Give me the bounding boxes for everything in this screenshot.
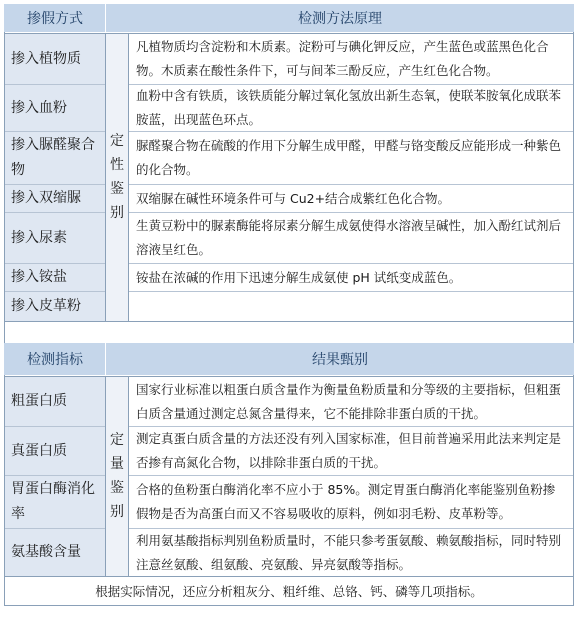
row-divider <box>129 291 573 292</box>
row-divider <box>5 212 105 213</box>
column-divider <box>128 33 129 321</box>
row-label-pepsin-digestibility: 胃蛋白酶消化率 <box>5 476 105 528</box>
qualitative-identification-label: 定 性 鉴 别 <box>106 33 128 321</box>
table2-header-result: 结果甄别 <box>106 343 574 375</box>
table2-footer-note: 根据实际情况，还应分析粗灰分、粗纤维、总铬、钙、磷等几项指标。 <box>5 577 573 605</box>
row-label-biuret: 掺入双缩脲 <box>5 185 105 212</box>
row-divider <box>5 426 105 427</box>
row-desc-plant: 凡植物质均含淀粉和木质素。淀粉可与碘化钾反应，产生蓝色或蓝黑色化合物。木质素在酸性条件下，可与间苯三酚反应，产生红色化合物。 <box>129 34 573 84</box>
row-label-urea: 掺入尿素 <box>5 213 105 263</box>
row-divider <box>129 528 573 529</box>
row-divider <box>129 84 573 85</box>
row-desc-true-protein: 测定真蛋白质含量的方法还没有列入国家标准，但目前普遍采用此法来判定是否掺有高氮化合物，以排除非蛋白质的干扰。 <box>129 427 573 475</box>
row-label-urea-formaldehyde: 掺入脲醛聚合物 <box>5 132 105 184</box>
row-desc-ammonium: 铵盐在浓碱的作用下迅速分解生成氨使 pH 试纸变成蓝色。 <box>129 264 573 291</box>
row-divider <box>5 291 105 292</box>
row-label-ammonium: 掺入铵盐 <box>5 264 105 291</box>
row-divider <box>129 263 573 264</box>
table1-header-method: 掺假方式 <box>4 4 106 32</box>
row-label-blood: 掺入血粉 <box>5 85 105 131</box>
column-divider <box>105 33 106 321</box>
row-divider <box>5 528 105 529</box>
row-desc-amino-acid: 利用氨基酸指标判别鱼粉质量时，不能只参考蛋氨酸、赖氨酸指标，同时特别注意丝氨酸、组氨酸、亮氨酸、异亮氨酸等指标。 <box>129 529 573 576</box>
column-divider <box>105 376 106 576</box>
row-desc-urea: 生黄豆粉中的脲素酶能将尿素分解生成氨使得水溶液呈碱性，加入酚红试剂后溶液呈红色。 <box>129 213 573 263</box>
row-divider <box>5 184 105 185</box>
header-divider <box>105 4 106 32</box>
row-divider <box>129 131 573 132</box>
table-gap <box>4 322 574 343</box>
row-desc-pepsin-digestibility: 合格的鱼粉蛋白酶消化率不应小于 85%。测定胃蛋白酶消化率能鉴别鱼粉掺假物是否为高蛋白而又不容易吸收的原料，例如羽毛粉、皮革粉等。 <box>129 476 573 528</box>
row-label-true-protein: 真蛋白质 <box>5 427 105 475</box>
row-divider <box>5 131 105 132</box>
row-divider <box>5 263 105 264</box>
row-label-plant: 掺入植物质 <box>5 34 105 84</box>
row-desc-urea-formaldehyde: 脲醛聚合物在硫酸的作用下分解生成甲醛，甲醛与铬变酸反应能形成一种紫色的化合物。 <box>129 132 573 184</box>
column-divider <box>128 376 129 576</box>
row-divider <box>5 84 105 85</box>
header-divider <box>105 343 106 375</box>
row-divider <box>5 576 573 577</box>
row-label-amino-acid: 氨基酸含量 <box>5 529 105 576</box>
row-divider <box>129 212 573 213</box>
row-divider <box>5 475 105 476</box>
row-divider <box>129 426 573 427</box>
row-desc-blood: 血粉中含有铁质，该铁质能分解过氧化氢放出新生态氧，使联苯胺氧化成联苯胺蓝，出现蓝色环点。 <box>129 85 573 131</box>
row-label-leather: 掺入皮革粉 <box>5 292 105 321</box>
row-divider <box>129 184 573 185</box>
table2-header-indicator: 检测指标 <box>4 343 106 375</box>
quantitative-identification-label: 定 量 鉴 别 <box>106 376 128 576</box>
table1-header-principle: 检测方法原理 <box>106 4 574 32</box>
row-divider <box>5 376 573 377</box>
row-desc-leather <box>129 292 573 321</box>
row-label-crude-protein: 粗蛋白质 <box>5 377 105 426</box>
row-divider <box>129 475 573 476</box>
row-desc-crude-protein: 国家行业标准以粗蛋白质含量作为衡量鱼粉质量和分等级的主要指标，但粗蛋白质含量通过测定总氮含量得来，它不能排除非蛋白质的干扰。 <box>129 377 573 426</box>
row-desc-biuret: 双缩脲在碱性环境条件可与 Cu2+结合成紫红色化合物。 <box>129 185 573 212</box>
row-divider <box>5 33 573 34</box>
